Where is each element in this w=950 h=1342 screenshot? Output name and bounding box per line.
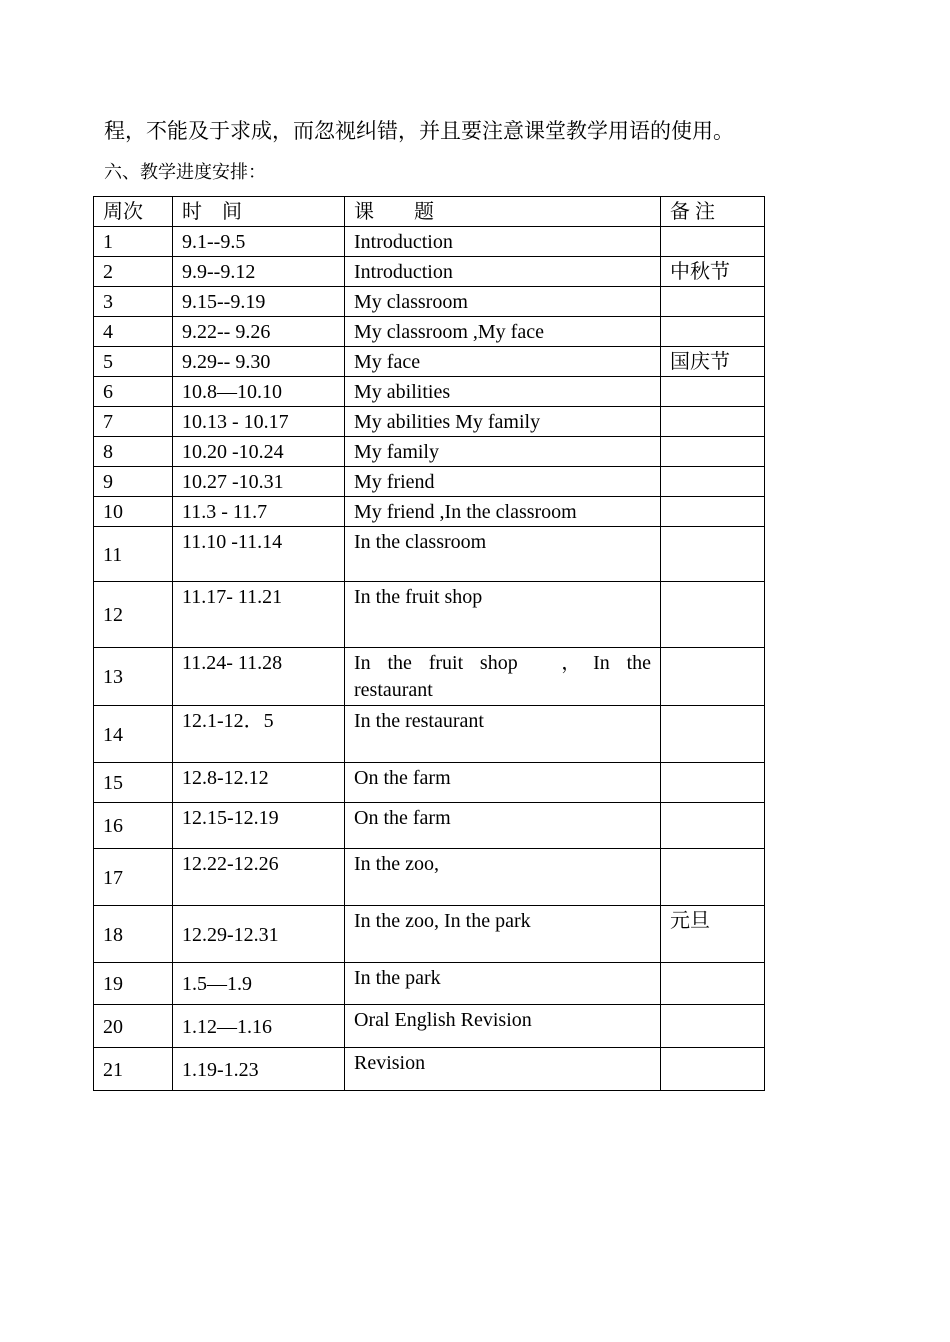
time-cell: 10.20 -10.24	[173, 437, 345, 467]
notes-cell	[661, 963, 765, 1005]
time-cell: 12.1-12．5	[173, 706, 345, 763]
time-cell: 9.1--9.5	[173, 227, 345, 257]
topic-cell: My family	[345, 437, 661, 467]
time-cell: 12.8-12.12	[173, 763, 345, 803]
table-row	[94, 497, 765, 527]
week-cell: 1	[94, 227, 173, 257]
time-cell: 12.29-12.31	[173, 906, 345, 963]
topic-cell: In the fruit shop ，In the restaurant	[345, 648, 661, 706]
topic-cell: My abilities	[345, 377, 661, 407]
time-cell: 12.15-12.19	[173, 803, 345, 849]
notes-cell	[661, 527, 765, 582]
table-row	[94, 582, 765, 648]
notes-cell	[661, 1005, 765, 1048]
topic-cell: My classroom	[345, 287, 661, 317]
time-cell: 11.24- 11.28	[173, 648, 345, 706]
time-cell: 9.15--9.19	[173, 287, 345, 317]
notes-cell: 中秋节	[661, 257, 765, 287]
table-row	[94, 407, 765, 437]
week-cell: 5	[94, 347, 173, 377]
topic-cell: In the zoo, In the park	[345, 906, 661, 963]
table-row	[94, 257, 765, 287]
notes-cell: 国庆节	[661, 347, 765, 377]
notes-cell	[661, 706, 765, 763]
week-cell: 9	[94, 467, 173, 497]
time-cell: 1.12—1.16	[173, 1005, 345, 1048]
week-cell: 11	[94, 527, 173, 582]
time-cell: 11.10 -11.14	[173, 527, 345, 582]
notes-cell	[661, 803, 765, 849]
time-cell: 9.29-- 9.30	[173, 347, 345, 377]
topic-cell: Oral English Revision	[345, 1005, 661, 1048]
time-cell: 11.17- 11.21	[173, 582, 345, 648]
notes-cell	[661, 1048, 765, 1091]
notes-cell	[661, 467, 765, 497]
topic-cell: My friend ,In the classroom	[345, 497, 661, 527]
week-cell: 17	[94, 849, 173, 906]
time-cell: 1.19-1.23	[173, 1048, 345, 1091]
topic-cell: In the fruit shop	[345, 582, 661, 648]
week-cell: 7	[94, 407, 173, 437]
intro-paragraph-line: 程，不能及于求成，而忽视纠错，并且要注意课堂教学用语的使用。	[104, 119, 734, 143]
time-cell: 10.8—10.10	[173, 377, 345, 407]
table-row	[94, 706, 765, 763]
table-row	[94, 1048, 765, 1091]
notes-cell: 元旦	[661, 906, 765, 963]
time-cell: 9.9--9.12	[173, 257, 345, 287]
week-cell: 14	[94, 706, 173, 763]
table-row	[94, 963, 765, 1005]
topic-cell: My friend	[345, 467, 661, 497]
week-cell: 4	[94, 317, 173, 347]
time-cell: 10.27 -10.31	[173, 467, 345, 497]
table-row	[94, 763, 765, 803]
topic-cell: On the farm	[345, 803, 661, 849]
week-cell: 8	[94, 437, 173, 467]
table-row	[94, 648, 765, 706]
notes-cell	[661, 497, 765, 527]
topic-cell: Introduction	[345, 227, 661, 257]
header-week: 周次	[94, 197, 173, 227]
table-row	[94, 227, 765, 257]
table-row	[94, 1005, 765, 1048]
week-cell: 16	[94, 803, 173, 849]
notes-cell	[661, 437, 765, 467]
topic-cell: Revision	[345, 1048, 661, 1091]
notes-cell	[661, 582, 765, 648]
week-cell: 3	[94, 287, 173, 317]
table-row	[94, 287, 765, 317]
week-cell: 12	[94, 582, 173, 648]
topic-cell: In the park	[345, 963, 661, 1005]
time-cell: 9.22-- 9.26	[173, 317, 345, 347]
week-cell: 10	[94, 497, 173, 527]
topic-cell: In the classroom	[345, 527, 661, 582]
topic-cell: On the farm	[345, 763, 661, 803]
table-row	[94, 906, 765, 963]
topic-cell: In the zoo,	[345, 849, 661, 906]
notes-cell	[661, 648, 765, 706]
time-cell: 1.5—1.9	[173, 963, 345, 1005]
notes-cell	[661, 849, 765, 906]
header-notes: 备 注	[661, 197, 765, 227]
notes-cell	[661, 287, 765, 317]
notes-cell	[661, 317, 765, 347]
notes-cell	[661, 377, 765, 407]
header-topic: 课 题	[345, 197, 661, 227]
topic-cell: In the restaurant	[345, 706, 661, 763]
topic-cell: My face	[345, 347, 661, 377]
week-cell: 15	[94, 763, 173, 803]
table-row	[94, 437, 765, 467]
table-row	[94, 377, 765, 407]
week-cell: 21	[94, 1048, 173, 1091]
week-cell: 2	[94, 257, 173, 287]
table-row	[94, 317, 765, 347]
week-cell: 19	[94, 963, 173, 1005]
table-row	[94, 347, 765, 377]
header-time: 时 间	[173, 197, 345, 227]
table-row	[94, 803, 765, 849]
topic-cell: Introduction	[345, 257, 661, 287]
time-cell: 12.22-12.26	[173, 849, 345, 906]
topic-cell: My abilities My family	[345, 407, 661, 437]
section-heading: 六、教学进度安排：	[104, 162, 266, 182]
notes-cell	[661, 407, 765, 437]
notes-cell	[661, 763, 765, 803]
time-cell: 11.3 - 11.7	[173, 497, 345, 527]
topic-cell: My classroom ,My face	[345, 317, 661, 347]
time-cell: 10.13 - 10.17	[173, 407, 345, 437]
week-cell: 20	[94, 1005, 173, 1048]
schedule-table	[93, 196, 765, 1091]
notes-cell	[661, 227, 765, 257]
week-cell: 18	[94, 906, 173, 963]
table-header-row	[94, 197, 765, 227]
week-cell: 13	[94, 648, 173, 706]
week-cell: 6	[94, 377, 173, 407]
table-row	[94, 527, 765, 582]
table-row	[94, 849, 765, 906]
table-row	[94, 467, 765, 497]
